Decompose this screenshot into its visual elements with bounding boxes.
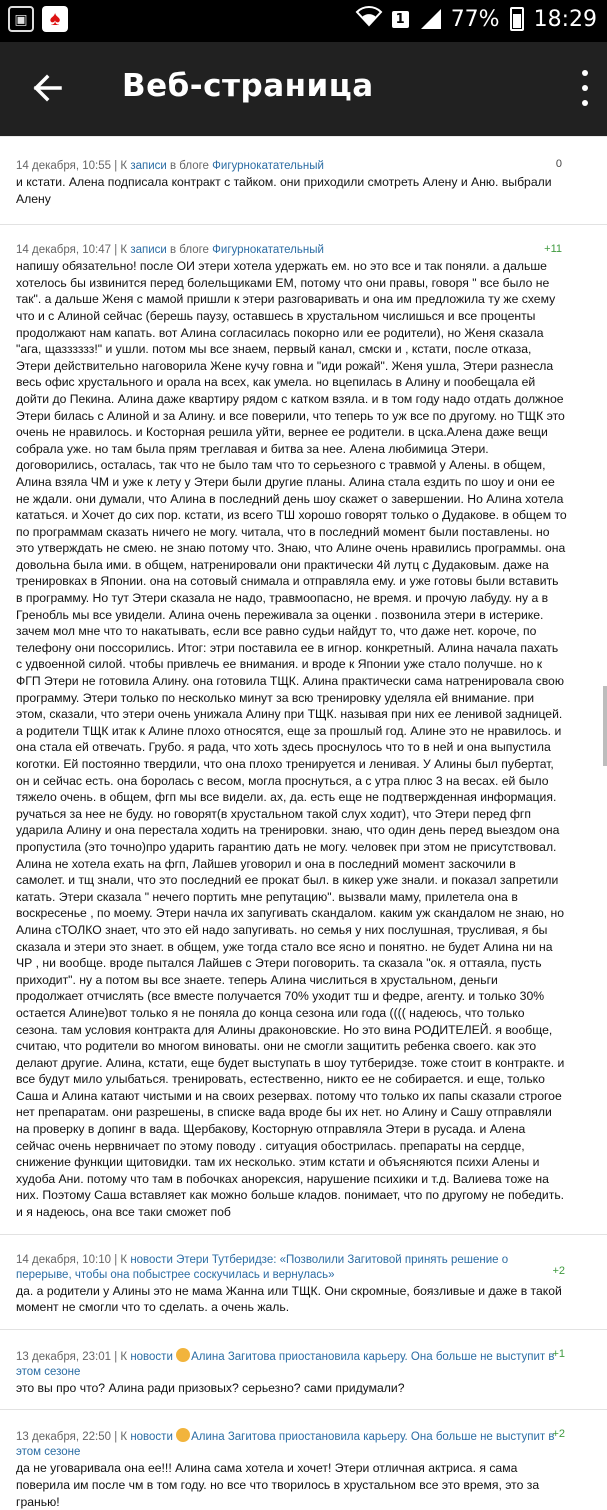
comment-kind-link[interactable]: новости [130,1350,173,1363]
comment-text: да не уговаривала она ее!!! Алина сама хотела и хочет! Этери отличная актриса. я сама поверила им после чм в том году. но все что творилось в хрустальном все это время, это за гранью! [16,1461,540,1509]
back-button[interactable] [28,68,68,108]
comment-kind-link[interactable]: записи [130,160,167,172]
comment-item: 14 декабря, 10:47 | К записи в блоге Фигурнокатательный +11 напишу обязательно! после ОИ этери хотела удержать ем. но это все и так поняли. а дальше хотелось бы извинится перед болельщиками ЕМ, потому что они правы, говоря " все было не так". а дальше Женя с мамой пришли к этери разговаривать и она им предложила ту же схему что и с Алиной сейчас (берешь паузу, оставшесь в хрустальном числишься и все проценты продолжают нам капать. вот Алина согласилась покорно или ее родители), но Женя сказала "ага, щазззззз!" и ушли. потом мы все знаем, первый канал, смски и , кстати, после отказа, Этери действительно наговорила Жене кучу говна и "иди рожай". Женя ушла, Этери разнесла весь офис хрустального и орала на всех, как умела. но вцепилась в Алину и пообещала ей дойти до Пекина. Алина даже квартиру рядом с катком взяла. и в том году надо отдать должное Этери билась с Алиной и за Алину. и все поверили, что теперь то уж все по другому. но ТЩК это очень не нравилось. и Косторная решила уйти, вернее ее родители. в цска.Алена даже вещи собрала уже. но там была прям треглавая и битва за нее. Алена любимица Этери. договорились, осталась, так что не было там что то серьезного с травмой у Алены. в общем, Алина взяла ЧМ и уже к лету у Этери были другие планы. Алина стала ездить по шоу и они ее не ждали. они думали, что Алина в последний день шоу скажет о завершении. Но Алина хотела кататься. и Хочет до сих пор. кстати, из всего ТШ хорошо говорят только о Дудакове. в общем то по программам сказать ничего не могу. читала, что в последний момент были поставлены. но это утверждать не смею. не знаю потому что. Знаю, что Алине очень нравились программы. она довольна была ими. в общем, натренировали они практически 4й лутц с Дудаковым. даже на тренировках в Японии. она на сотовый снимала и отправляла ему. и уже готовы были вставить в программу. Но тут Этери сказала не надо, травмоопасно, не время. и прочую лабуду. ну а в Гренобль мы все увидели. Алина очень переживала за оценки . позвонила этери в истерике. зачем мол мне что то накатывать, если все равно судьи найдут то, что даже нет. короче, по телефону они поссорились. Итог: этри поставила ее в игнор. конкретный. Алина начала пахать с удвоенной силой. чтобы привлечь ее внимания. и вроде к Японии уже стало получше. но к ФГП Этери не готовила Алину. она готовила ТЩК. Алина практически сама натренировала свою программу. Этери только по несколько минут за всю тренировку уделяла ей внимание. при этом, сказали, что этери очень унижала Алину при ТЩК. называя при них ее ленивой задницей. а родители ТЩК итак к Алине плохо относятся, еще за прошлый год. Алине это не нравилось. и она стала ей отвечать. Грубо. я рада, что хоть здесь проснулось что то в ней и она выпустила коготки. Ей постоянно твердили, что она плохо тренируется и ленивая. У Алины был пубертат, он и сейчас есть. она боролась с весом, могла проснуться, а с утра плюс 3 на весах. ей было тяжело очень. в общем, фгп мы все видели. ах, да. есть еще не подтвержденная информация. ручаться за нее не буду. но говорят(в хрустальном такой слух ходит), что Этери перед фгп ударила Алину и она перестала ходить на тренировки. знаю, что один день перед выездом она пропустила (это точно)про ударить гарантию дать не могу. человек при этом не присутствовал. Алина не хотела ехать на фгп, Лайшев уговорил и она в последний момент заскочили в самолет. и тщ знали, что это последний ее прокат был. в кикер уже знали. и показал запретили катать. Этери сказала " нечего портить мне репутацию". вызвали маму, прилетела она в воскресенье , по моему. Этери начла их запугивать скандалом. каким уж скандалом не знаю, но Алина сТОЛКО знает, что это ей надо запугивать. но семья у них послушная, трусливая, я бы сказала и этери это знает. в общем, уже тогда стало все ясно и понятно. не будет Алина ни на ЧР , ни вообще. вроде пытался Лайшев с Этери поговорить. та сказала "ок. я оттаяла, пусть приходит". ну а потом вы все знаете. теперь Алина числиться в хрустальном, деньги продолжает отчислять (все вместе получается 70% уходит тш и федре, агенту. и только 30% остается Алине)вот только я не поняла до конца сезона или года (((( надеюсь, что только сезона. там условия контракта для Алины драконовские. Но это вина РОДИТЕЛЕЙ. я вообще, считаю, что родители во многом виноваты. они не смогли защитить ребенка своего. как это делают другие. Алина, кстати, еще будет выступать в шоу тутберидзе. тоже стоит в контракте. и все будут мило улыбаться. тренировать, естественно, никто ее не собирается. и еще, только Саша и Алина катают чистыми и на своих резервах. потому что только их папы сказали строгое нет препаратам. они разрешены, в списке вада вроде бы их нет. но Алину и Сашу отправляли на проверку в допинг в вада. Щербакову, Косторную отправляла Этери в русада. и Алена сейчас очень нервничает по этому поводу . ситуация обострилась. препараты на сердце, снижение функции щитовидки. там их несколько. этим кстати и объясняются психи Алены и худоба Ани. потому что там в побочках анорексия, нарушение психики и т.д. Валиева тоже на них. Поэтому Саша вставляет как можно больше кладов. понимает, что по другому не победить. и я надеюсь, она все таки сможет поб [16,243,567,1220]
comment-kind-link[interactable]: новости [130,1253,173,1266]
comment-text: напишу обязательно! после ОИ этери хотела удержать ем. но это все и так поняли. а дальше хотелось бы извинится перед болельщиками ЕМ, потому что они правы, говоря " все было не так". а дальше Женя с мамой пришли к этери разговаривать и она им предложила ту же схему что и с Алиной сейчас (берешь паузу, оставшесь в хрустальном числишься и все проценты продолжают нам капать. вот Алина согласилась покорно или ее родители), но Женя сказала "ага, щазззззз!" и ушли. потом мы все знаем, первый канал, смски и , кстати, после отказа, Этери действительно наговорила Жене кучу говна и "иди рожай". Женя ушла, Этери разнесла весь офис хрустального и орала на всех, как умела. но вцепилась в Алину и пообещала ей дойти до Пекина. Алина даже квартиру рядом с катком взяла. и в том году надо отдать должное Этери билась с Алиной и за Алину. и все поверили, что теперь то уж все по другому. но ТЩК это очень не нравилось. и Косторная решила уйти, вернее ее родители. в цска.Алена даже вещи собрала уже. но там была прям треглавая и битва за нее. Алена любимица Этери. договорились, осталась, так что не было там что то серьезного с травмой у Алены. в общем, Алина взяла ЧМ и уже к лету у Этери были другие планы. Алина стала ездить по шоу и они ее не ждали. они думали, что Алина в последний день шоу скажет о завершении. Но Алина хотела кататься. и Хочет до сих пор. кстати, из всего ТШ хорошо говорят только о Дудакове. в общем то по программам сказать ничего не могу. читала, что в последний момент были поставлены. но это утверждать не смею. не знаю потому что. Знаю, что Алине очень нравились программы. она довольна была ими. в общем, натренировали они практически 4й лутц с Дудаковым. даже на тренировках в Японии. она на сотовый снимала и отправляла ему. и уже готовы были вставить в программу. Но тут Этери сказала не надо, травмоопасно, не время. и прочую лабуду. ну а в Гренобль мы все увидели. Алина очень переживала за оценки . позвонила этери в истерике. зачем мол мне что то накатывать, если все равно судьи найдут то, что даже нет. короче, по телефону они поссорились. Итог: этри поставила ее в игнор. конкретный. Алина начала пахать с удвоенной силой. чтобы привлечь ее внимания. и вроде к Японии уже стало получше. но к ФГП Этери не готовила Алину. она готовила ТЩК. Алина практически сама натренировала свою программу. Этери только по несколько минут за всю тренировку уделяла ей внимание. при этом, сказали, что этери очень унижала Алину при ТЩК. называя при них ее ленивой задницей. а родители ТЩК итак к Алине плохо относятся, еще за прошлый год. Алине это не нравилось. и она стала ей отвечать. Грубо. я рада, что хоть здесь проснулось что то в ней и она выпустила коготки. Ей постоянно твердили, что она плохо тренируется и ленивая. У Алины был пубертат, он и сейчас есть. она боролась с весом, могла проснуться, а с утра плюс 3 на весах. ей было тяжело очень. в общем, фгп мы все видели. ах, да. есть еще не подтвержденная информация. ручаться за нее не буду. но говорят(в хрустальном такой слух ходит), что Этери перед фгп ударила Алину и она перестала ходить на тренировки. знаю, что один день перед выездом она пропустила (это точно)про ударить гарантию дать не могу. человек при этом не присутствовал. Алина не хотела ехать на фгп, Лайшев уговорил и она в последний момент заскочили в самолет. и тщ знали, что это последний ее прокат был. в кикер уже знали. и показал запретили катать. Этери сказала " нечего портить мне репутацию". вызвали маму, прилетела она в воскресенье , по моему. Этери начла их запугивать скандалом. каким уж скандалом не знаю, но Алина сТОЛКО знает, что это ей надо запугивать. но семья у них послушная, трусливая, я бы сказала и этери это знает. в общем, уже тогда стало все ясно и понятно. не будет Алина ни на ЧР , ни вообще. вроде пытался Лайшев с Этери поговорить. та сказала "ок. я оттаяла, пусть приходит". ну а потом вы все знаете. теперь Алина числиться в хрустальном, деньги продолжает отчислять (все вместе получается 70% уходит тш и федре, агенту. и только 30% остается Алине)вот только я не поняла до конца сезона или года (((( надеюсь, что только сезона. там условия контракта для Алины драконовские. Но это вина РОДИТЕЛЕЙ. я вообще, считаю, что родители во многом виноваты. они не смогли защитить ребенка своего. как это делают другие. Алина, кстати, еще будет выступать в шоу тутберидзе. тоже стоит в контракте. и все будут мило улыбаться. тренировать, естественно, никто ее не собирается. и еще, только Саша и Алина катают чистыми и на своих резервах. потому что только их папы сказали строгое нет препаратам. они разрешены, в списке вада вроде бы их нет. но Алину и Сашу отправляли на проверку в допинг в вада. Щербакову, Косторную отправляла Этери в русада. и Алена сейчас очень нервничает по этому поводу . ситуация обострилась. препараты на сердце, снижение функции щитовидки. там их несколько. этим кстати и объясняются психи Алены и худоба Ани. потому что там в побочках анорексия, нарушение психики и т.д. Валиева тоже на них. Поэтому Саша вставляет как можно больше кладов. понимает, что по другому не победить. и я надеюсь, она все таки сможет поб [16,259,567,1220]
sim-icon: 1 [392,11,409,28]
gallery-icon: ▣ [8,6,34,32]
page-title: Веб-страница [122,68,374,104]
comment-item: 14 декабря, 10:10 | К новости Этери Тутберидзе: «Позволили Загитовой принять решение о перерыве, чтобы она побыстрее соскучилась и вернулась» +2 да. а родители у Алины это не мама Жанна или ТЩК. Они скромные, боязливые и даже в такой момент не смогли что то сделать. а очень жаль. [16,1253,565,1315]
comment-score: +2 [552,1428,565,1441]
comment-text: да. а родители у Алины это не мама Жанна или ТЩК. Они скромные, боязливые и даже в такой момент не смогли что то сделать. а очень жаль. [16,1283,562,1315]
comment-topic-link[interactable]: Фигурнокатательный [212,244,324,257]
comment-date: 14 декабря, 10:47 [16,244,112,257]
clock: 18:29 [533,6,597,32]
comment-topic-link[interactable]: Фигурнокатательный [212,160,324,172]
comment-text: и кстати. Алена подписала контракт с тайком. они приходили смотреть Алену и Аню. выбрали Алену [16,175,552,206]
comment-date: 13 декабря, 23:01 [16,1350,112,1363]
comment-item: 14 декабря, 10:55 | К записи в блоге Фигурнокатательный 0 и кстати. Алена подписала контракт с тайком. они приходили смотреть Алену и Аню. выбрали Алену [0,159,607,207]
scrollbar[interactable] [603,686,607,766]
comment-score: 0 [555,158,562,170]
comments-list [0,136,607,1509]
comment-item: 13 декабря, 23:01 | К новости Алина Загитова приостановила карьеру. Она больше не выступит в этом сезоне +1 это вы про что? Алина ради призовых? серьезно? сами придумали? [16,1347,565,1395]
comment-kind-link[interactable]: новости [130,1431,173,1444]
comment-score: +11 [544,243,562,256]
app-bar [0,42,607,136]
scream-emoji-icon [176,1428,190,1442]
comment-topic-link[interactable]: Алина Загитова приостановила карьеру. Она больше не выступит в этом сезоне [16,1431,555,1459]
comment-date: 14 декабря, 10:55 [16,160,112,172]
more-menu-button[interactable] [579,70,591,106]
battery-percent: 77% [450,6,500,32]
app-icon: ♠ [42,6,68,32]
battery-icon [510,7,524,31]
signal-icon [419,9,441,29]
comment-kind-link[interactable]: записи [130,244,167,257]
comment-text: это вы про что? Алина ради призовых? серьезно? сами придумали? [16,1380,405,1395]
comment-topic-link[interactable]: Алина Загитова приостановила карьеру. Она больше не выступит в этом сезоне [16,1350,555,1378]
wifi-icon [356,6,382,32]
comment-date: 13 декабря, 22:50 [16,1431,112,1444]
comment-date: 14 декабря, 10:10 [16,1253,112,1266]
comment-topic-link[interactable]: Этери Тутберидзе: «Позволили Загитовой принять решение о перерыве, чтобы она побыстрее соскучилась и вернулась» [16,1253,509,1281]
comment-score: +1 [552,1347,565,1360]
scream-emoji-icon [176,1348,190,1362]
comment-score: +2 [552,1264,565,1277]
status-bar [0,0,607,42]
arrow-left-icon [28,68,68,108]
comment-item: 13 декабря, 22:50 | К новости Алина Загитова приостановила карьеру. Она больше не выступит в этом сезоне +2 да не уговаривала она ее!!! Алина сама хотела и хочет! Этери отличная актриса. я сама поверила им после чм в том году. но все что творилось в хрустальном все это время, это за гранью! [16,1428,565,1509]
more-vert-icon [582,70,588,76]
